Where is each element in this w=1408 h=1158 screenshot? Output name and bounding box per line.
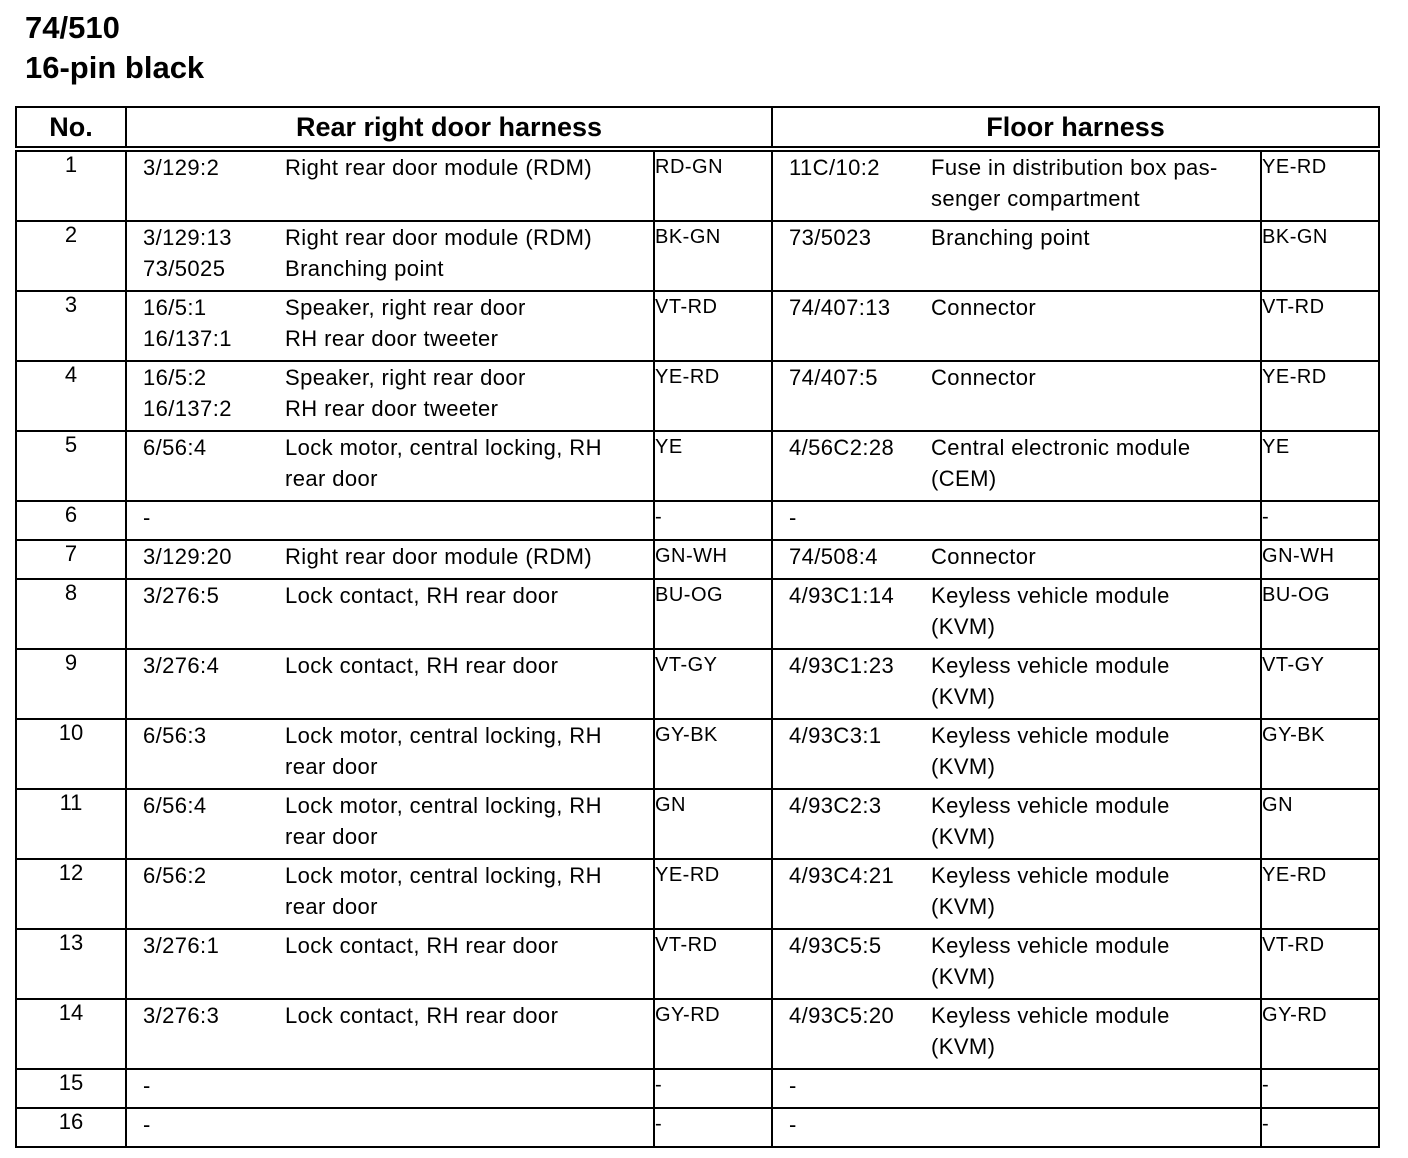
right-entries: [772, 579, 1261, 649]
right-entries: [772, 859, 1261, 929]
table-row: [16, 579, 1379, 649]
right-connector-ref: 4/93C1:23: [789, 653, 895, 678]
pin-number: 3: [16, 291, 126, 361]
pin-number: 11: [16, 789, 126, 859]
right-entries: [772, 1108, 1261, 1147]
right-entries: [772, 649, 1261, 719]
left-wire-color: VT-GY: [654, 649, 772, 719]
left-wire-color: -: [654, 1108, 772, 1147]
pin-number: 15: [16, 1069, 126, 1108]
left-wire-color: YE-RD: [654, 859, 772, 929]
left-entry-grid: [127, 432, 653, 494]
right-component-desc: Central electronic module (CEM): [931, 435, 1191, 491]
right-wire-color: GY-RD: [1261, 999, 1379, 1069]
pin-number: 8: [16, 579, 126, 649]
left-connector-ref: 3/276:1: [143, 933, 220, 958]
left-entry-grid: [127, 650, 653, 681]
right-entries: [772, 719, 1261, 789]
right-component-desc: Keyless vehicle module (KVM): [931, 933, 1170, 989]
table-row: [16, 221, 1379, 291]
right-entries: [772, 149, 1261, 221]
left-component-desc: Right rear door module (RDM): [285, 225, 593, 250]
left-connector-ref: 6/56:4: [143, 435, 207, 460]
left-entry-grid: [127, 720, 653, 782]
table-row: [16, 540, 1379, 579]
left-connector-ref: 3/276:4: [143, 653, 220, 678]
pin-number: 12: [16, 859, 126, 929]
left-connector-ref: 6/56:4: [143, 793, 207, 818]
left-component-desc: Speaker, right rear door: [285, 365, 526, 390]
left-connector-ref: 3/129:2: [143, 155, 220, 180]
left-entry-grid: [127, 930, 653, 961]
pin-number: 2: [16, 221, 126, 291]
left-entry-grid: [127, 292, 653, 354]
left-connector-ref: 16/137:2: [143, 396, 232, 421]
left-entries: [126, 789, 654, 859]
right-wire-color: YE-RD: [1261, 361, 1379, 431]
right-entries: [772, 540, 1261, 579]
left-entry-grid: [127, 152, 653, 183]
pin-number: 6: [16, 501, 126, 540]
table-row: [16, 719, 1379, 789]
left-component-desc: RH rear door tweeter: [285, 326, 499, 351]
right-entry-grid: [773, 1070, 1260, 1101]
document-title: [25, 8, 204, 88]
left-entries: [126, 291, 654, 361]
right-component-desc: Branching point: [931, 225, 1090, 250]
right-connector-ref: 11C/10:2: [789, 155, 880, 180]
right-wire-color: BU-OG: [1261, 579, 1379, 649]
left-entries: [126, 1069, 654, 1108]
right-wire-color: YE: [1261, 431, 1379, 501]
left-entry-grid: [127, 502, 653, 533]
right-entries: [772, 929, 1261, 999]
pin-number: 14: [16, 999, 126, 1069]
right-entry-grid: [773, 1109, 1260, 1140]
table-row: [16, 431, 1379, 501]
left-component-desc: Branching point: [285, 256, 444, 281]
right-entries: [772, 431, 1261, 501]
left-entries: [126, 431, 654, 501]
header-row: [16, 107, 1379, 149]
pin-number: 1: [16, 149, 126, 221]
left-connector-ref: 6/56:2: [143, 863, 207, 888]
left-wire-color: RD-GN: [654, 149, 772, 221]
right-entry-grid: [773, 580, 1260, 642]
left-entry-grid: [127, 541, 653, 572]
table-row: [16, 1069, 1379, 1108]
pin-number: 10: [16, 719, 126, 789]
right-connector-ref: 4/93C4:21: [789, 863, 895, 888]
right-entries: [772, 221, 1261, 291]
table-row: [16, 1108, 1379, 1147]
right-wire-color: GN: [1261, 789, 1379, 859]
left-component-desc: Lock contact, RH rear door: [285, 1003, 559, 1028]
left-component-desc: [285, 502, 653, 533]
pin-rows: [16, 149, 1379, 1147]
right-component-desc: [931, 1070, 1260, 1101]
right-connector-ref: -: [789, 505, 797, 530]
left-wire-color: GY-BK: [654, 719, 772, 789]
left-entries: [126, 1108, 654, 1147]
table-row: [16, 929, 1379, 999]
right-wire-color: BK-GN: [1261, 221, 1379, 291]
left-component-desc: Speaker, right rear door: [285, 295, 526, 320]
left-entries: [126, 149, 654, 221]
left-entry-grid: [127, 860, 653, 922]
left-component-desc: [285, 1109, 653, 1140]
left-component-desc: Lock motor, central locking, RH rear door: [285, 793, 602, 849]
right-connector-ref: 74/508:4: [789, 544, 878, 569]
pin-table: [15, 106, 1380, 1148]
left-connector-ref: -: [143, 505, 151, 530]
right-connector-ref: -: [789, 1073, 797, 1098]
left-entries: [126, 929, 654, 999]
right-entry-grid: [773, 650, 1260, 712]
left-connector-ref: 3/276:5: [143, 583, 220, 608]
right-component-desc: [931, 502, 1260, 533]
left-entry-grid: [127, 1000, 653, 1031]
left-connector-ref: 16/5:1: [143, 295, 207, 320]
left-component-desc: [285, 1070, 653, 1101]
right-component-desc: Fuse in distribution box pas- senger compartment: [931, 155, 1218, 211]
left-component-desc: Lock motor, central locking, RH rear door: [285, 723, 602, 779]
left-wire-color: GY-RD: [654, 999, 772, 1069]
right-wire-color: GY-BK: [1261, 719, 1379, 789]
left-entries: [126, 579, 654, 649]
left-connector-ref: 3/129:20: [143, 544, 232, 569]
right-wire-color: VT-RD: [1261, 929, 1379, 999]
right-component-desc: [931, 1109, 1260, 1140]
right-entries: [772, 501, 1261, 540]
right-entry-grid: [773, 432, 1260, 494]
connector-id: 74/510: [25, 10, 120, 45]
table-row: [16, 859, 1379, 929]
left-entries: [126, 361, 654, 431]
left-connector-ref: 3/129:13: [143, 225, 232, 250]
left-component-desc: Right rear door module (RDM): [285, 155, 593, 180]
left-wire-color: VT-RD: [654, 929, 772, 999]
right-wire-color: -: [1261, 1069, 1379, 1108]
left-wire-color: GN-WH: [654, 540, 772, 579]
left-wire-color: -: [654, 1069, 772, 1108]
left-entry-grid: [127, 222, 653, 284]
left-connector-ref: -: [143, 1073, 151, 1098]
table-row: [16, 149, 1379, 221]
right-entry-grid: [773, 720, 1260, 782]
pin-number: 9: [16, 649, 126, 719]
left-component-desc: Right rear door module (RDM): [285, 544, 593, 569]
left-connector-ref: 16/137:1: [143, 326, 232, 351]
left-wire-color: YE-RD: [654, 361, 772, 431]
left-connector-ref: 73/5025: [143, 256, 226, 281]
right-entries: [772, 361, 1261, 431]
left-entries: [126, 540, 654, 579]
left-entries: [126, 501, 654, 540]
right-wire-color: -: [1261, 1108, 1379, 1147]
left-wire-color: VT-RD: [654, 291, 772, 361]
right-entries: [772, 789, 1261, 859]
right-component-desc: Connector: [931, 295, 1037, 320]
pin-number: 5: [16, 431, 126, 501]
right-wire-color: YE-RD: [1261, 859, 1379, 929]
right-component-desc: Keyless vehicle module (KVM): [931, 583, 1170, 639]
right-entries: [772, 999, 1261, 1069]
right-connector-ref: -: [789, 1112, 797, 1137]
left-component-desc: Lock motor, central locking, RH rear door: [285, 863, 602, 919]
left-wire-color: BU-OG: [654, 579, 772, 649]
right-entry-grid: [773, 790, 1260, 852]
left-component-desc: Lock contact, RH rear door: [285, 933, 559, 958]
left-entries: [126, 999, 654, 1069]
pin-number: 16: [16, 1108, 126, 1147]
left-connector-ref: 6/56:3: [143, 723, 207, 748]
right-component-desc: Keyless vehicle module (KVM): [931, 1003, 1170, 1059]
pin-number: 13: [16, 929, 126, 999]
left-entry-grid: [127, 362, 653, 424]
header-right-harness: Floor harness: [772, 107, 1379, 149]
left-connector-ref: 3/276:3: [143, 1003, 220, 1028]
left-component-desc: RH rear door tweeter: [285, 396, 499, 421]
left-connector-ref: -: [143, 1112, 151, 1137]
right-wire-color: VT-RD: [1261, 291, 1379, 361]
right-entry-grid: [773, 541, 1260, 572]
right-wire-color: VT-GY: [1261, 649, 1379, 719]
right-entries: [772, 291, 1261, 361]
right-connector-ref: 74/407:13: [789, 295, 891, 320]
right-connector-ref: 74/407:5: [789, 365, 878, 390]
right-entry-grid: [773, 222, 1260, 253]
left-entries: [126, 859, 654, 929]
right-wire-color: -: [1261, 501, 1379, 540]
left-entries: [126, 719, 654, 789]
right-wire-color: GN-WH: [1261, 540, 1379, 579]
left-wire-color: YE: [654, 431, 772, 501]
table-row: [16, 649, 1379, 719]
right-connector-ref: 4/93C5:5: [789, 933, 882, 958]
connector-description: 16-pin black: [25, 50, 205, 85]
left-component-desc: Lock contact, RH rear door: [285, 583, 559, 608]
right-connector-ref: 4/93C5:20: [789, 1003, 895, 1028]
right-component-desc: Keyless vehicle module (KVM): [931, 793, 1170, 849]
right-connector-ref: 4/93C1:14: [789, 583, 895, 608]
table-row: [16, 361, 1379, 431]
right-entry-grid: [773, 152, 1260, 214]
pin-number: 7: [16, 540, 126, 579]
left-wire-color: BK-GN: [654, 221, 772, 291]
right-entries: [772, 1069, 1261, 1108]
right-component-desc: Connector: [931, 365, 1037, 390]
right-component-desc: Connector: [931, 544, 1037, 569]
left-entry-grid: [127, 790, 653, 852]
right-entry-grid: [773, 860, 1260, 922]
left-entry-grid: [127, 1070, 653, 1101]
right-entry-grid: [773, 930, 1260, 992]
right-entry-grid: [773, 292, 1260, 323]
left-component-desc: Lock motor, central locking, RH rear door: [285, 435, 602, 491]
left-wire-color: -: [654, 501, 772, 540]
right-wire-color: YE-RD: [1261, 149, 1379, 221]
right-component-desc: Keyless vehicle module (KVM): [931, 723, 1170, 779]
left-entry-grid: [127, 580, 653, 611]
right-connector-ref: 73/5023: [789, 225, 872, 250]
left-entries: [126, 221, 654, 291]
right-component-desc: Keyless vehicle module (KVM): [931, 863, 1170, 919]
table-row: [16, 999, 1379, 1069]
right-component-desc: Keyless vehicle module (KVM): [931, 653, 1170, 709]
table-row: [16, 501, 1379, 540]
right-entry-grid: [773, 1000, 1260, 1062]
table-row: [16, 291, 1379, 361]
right-connector-ref: 4/56C2:28: [789, 435, 895, 460]
left-component-desc: Lock contact, RH rear door: [285, 653, 559, 678]
left-entry-grid: [127, 1109, 653, 1140]
left-connector-ref: 16/5:2: [143, 365, 207, 390]
right-entry-grid: [773, 362, 1260, 393]
right-connector-ref: 4/93C3:1: [789, 723, 882, 748]
left-entries: [126, 649, 654, 719]
header-left-harness: Rear right door harness: [126, 107, 772, 149]
right-entry-grid: [773, 502, 1260, 533]
left-wire-color: GN: [654, 789, 772, 859]
header-no: No.: [16, 107, 126, 149]
pin-number: 4: [16, 361, 126, 431]
table-row: [16, 789, 1379, 859]
right-connector-ref: 4/93C2:3: [789, 793, 882, 818]
